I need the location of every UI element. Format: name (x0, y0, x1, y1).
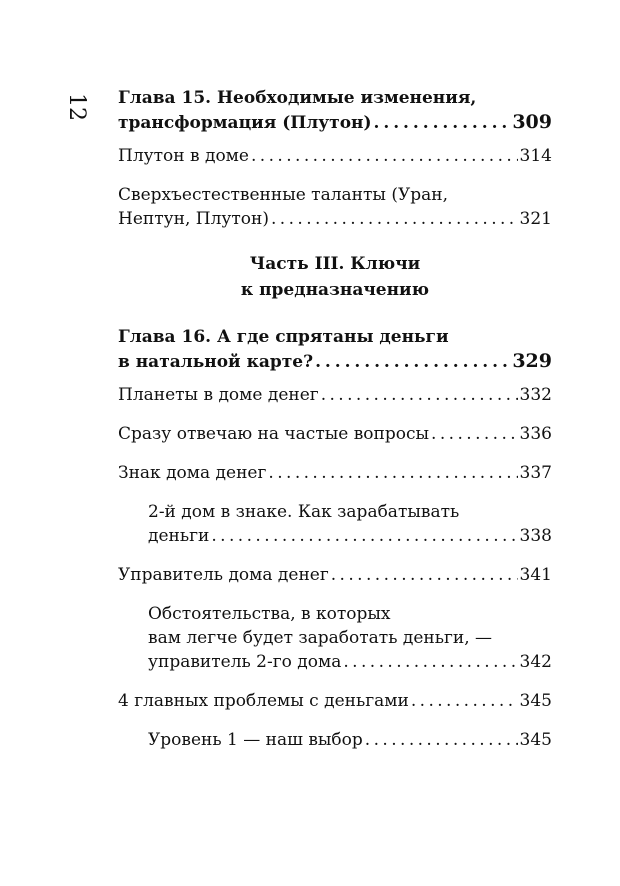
dot-leader (331, 563, 518, 587)
toc-subentry (118, 728, 552, 752)
toc-chapter-15 (118, 86, 552, 135)
dot-leader (321, 383, 518, 407)
toc-entry (118, 689, 552, 713)
table-of-contents (118, 86, 552, 752)
toc-entry-title: Глава 16. А где спрятаны деньги (118, 327, 449, 347)
toc-entry (118, 422, 552, 446)
toc-page-number: 332 (519, 385, 552, 405)
toc-entry (118, 461, 552, 485)
toc-subentry (118, 500, 552, 548)
toc-entry-title: Планеты в доме денег (118, 385, 319, 405)
dot-leader (411, 689, 518, 713)
part-heading (118, 251, 552, 303)
toc-entry-title: Глава 15. Необходимые изменения, (118, 88, 477, 108)
toc-page-number: 338 (519, 526, 552, 546)
dot-leader (343, 650, 517, 674)
toc-subentry (118, 602, 552, 674)
dot-leader (315, 350, 510, 374)
toc-entry-title: Знак дома денег (118, 463, 267, 483)
toc-page-number: 337 (519, 463, 552, 483)
toc-page-number: 336 (519, 424, 552, 444)
toc-page-number: 341 (519, 565, 552, 585)
dot-leader (431, 422, 518, 446)
part-title: Часть III. Ключи (249, 254, 421, 274)
toc-entry-title: 4 главных проблемы с деньгами (118, 691, 409, 711)
toc-page-number: 329 (512, 350, 552, 372)
dot-leader (271, 207, 518, 231)
toc-entry (118, 563, 552, 587)
dot-leader (211, 524, 517, 548)
dot-leader (268, 461, 517, 485)
toc-entry (118, 383, 552, 407)
toc-page-number: 314 (519, 146, 552, 166)
toc-entry (118, 144, 552, 168)
dot-leader (251, 144, 518, 168)
toc-entry-title: Обстоятельства, в которых (148, 604, 391, 624)
toc-page-number: 345 (519, 730, 552, 750)
toc-entry-title: управитель 2-го дома (148, 652, 342, 672)
toc-page-number: 309 (512, 111, 552, 133)
toc-entry-title: Управитель дома денег (118, 565, 329, 585)
toc-entry-title: 2-й дом в знаке. Как зарабатывать (148, 502, 460, 522)
dot-leader (365, 728, 518, 752)
toc-entry-title: деньги (148, 526, 210, 546)
toc-entry-title: вам легче будет заработать деньги, — (148, 628, 493, 648)
toc-entry-title: Сверхъестественные таланты (Уран, (118, 185, 448, 205)
toc-entry-title: в натальной карте? (118, 352, 314, 372)
toc-page-number: 345 (519, 691, 552, 711)
toc-entry (118, 183, 552, 231)
part-subtitle: к предназначению (240, 280, 430, 300)
toc-page-number: 342 (519, 652, 552, 672)
toc-entry-title: трансформация (Плутон) (118, 113, 372, 133)
dot-leader (374, 111, 511, 135)
toc-chapter-16 (118, 325, 552, 374)
toc-entry-title: Плутон в доме (118, 146, 249, 166)
toc-entry-title: Нептун, Плутон) (118, 209, 269, 229)
toc-entry-title: Уровень 1 — наш выбор (148, 730, 363, 750)
toc-page-number: 321 (519, 209, 552, 229)
toc-entry-title: Сразу отвечаю на частые вопросы (118, 424, 430, 444)
page-number: 12 (64, 93, 89, 121)
